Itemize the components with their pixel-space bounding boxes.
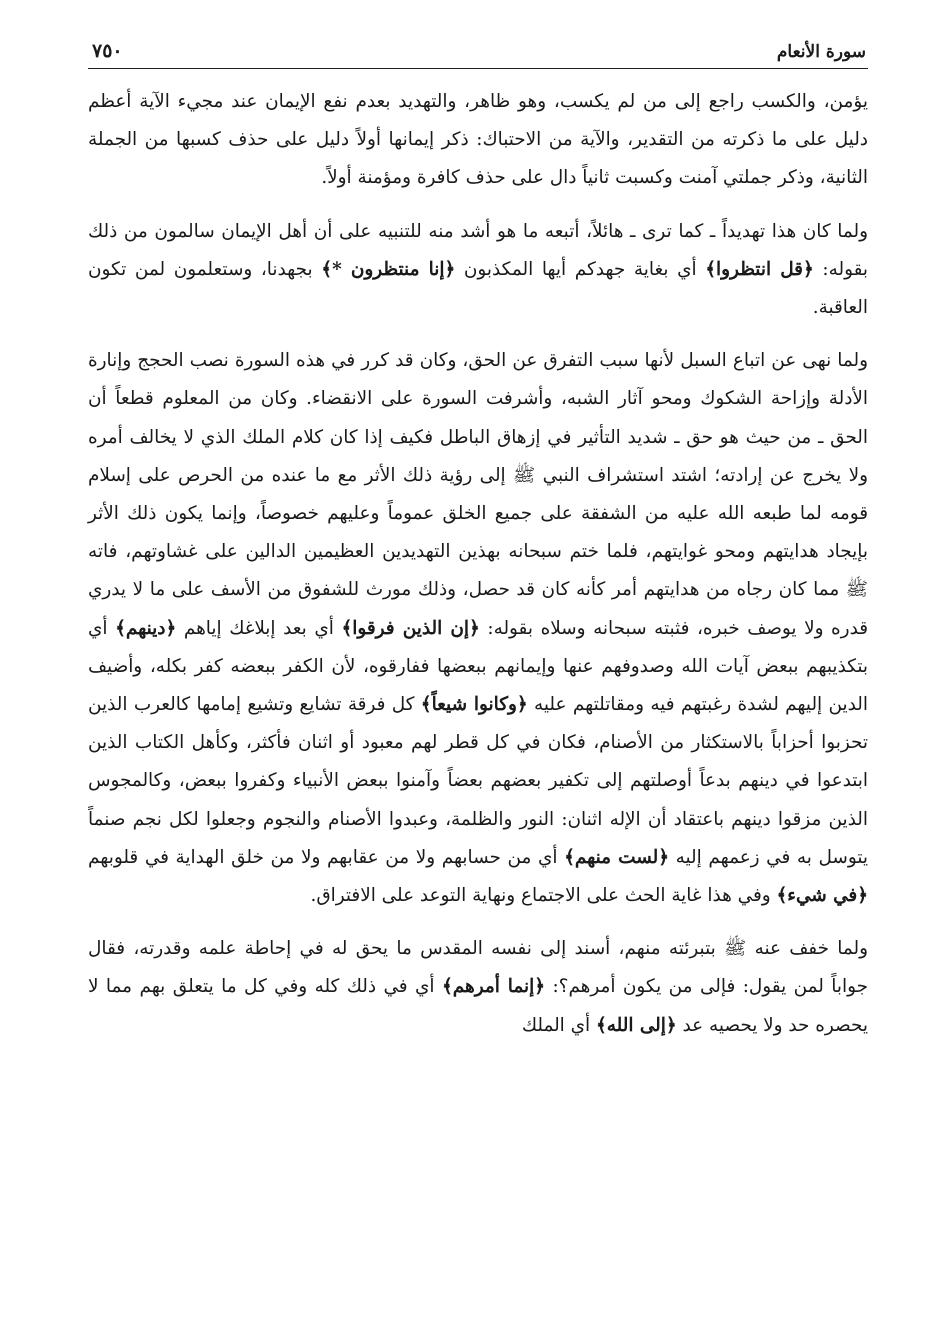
book-page: [88, 38, 868, 1318]
page-body: [88, 83, 868, 1045]
text-run: بجهدنا، وستعلمون لمن تكون العاقبة.: [88, 258, 868, 319]
quran-quote: ﴿إن الذين فرقوا﴾: [341, 617, 480, 639]
paragraph-3: [88, 342, 868, 915]
text-run: أي بغاية جهدكم أيها المكذبون: [455, 258, 706, 280]
text-run: أي في ذلك كله وفي كل ما يتعلق بهم مما لا يحصره حد ولا يحصيه عد: [88, 976, 868, 1036]
text-run: ولما خفف عنه ﷺ بتبرئته منهم، أسند إلى نفسه المقدس ما يحق له في إحاطة علمه وقدرته، فقال جواباً لمن يقول: فإلى من يكون أمرهم؟:: [88, 938, 869, 998]
quran-quote: ﴿إنما أمرهم﴾: [441, 976, 546, 998]
text-run: أي الملك: [521, 1014, 596, 1036]
text-run: ولما نهى عن اتباع السبل لأنها سبب التفرق عن الحق، وكان قد كرر في هذه السورة نصب الحجج وإنارة الأدلة وإزاحة الشكوك ومحو آثار الشبه، وأشرفت السورة على الانقضاء. وكان من المعلوم قطعاً أن الحق ـ من حيث هو حق ـ شديد التأثير في إزهاق الباطل فكيف إذا كان كلام الملك الذي لا يخالف أمره ولا يخرج عن إرادته؛ اشتد استشراف النبي ﷺ إلى رؤية ذلك الأثر مع ما عنده من الحرص على إسلام قومه لما طبعه الله عليه من الشفقة على جميع الخلق عموماً وعليهم خصوصاً، وإنما يكون ذلك الأثر بإيجاد هدايتهم ومحو غوايتهم، فلما ختم سبحانه بهذين التهديدين العظيمين الدالين على غشاوتهم، فاته ﷺ مما كان رجاه من هدايتهم أمر كأنه كان قد حصل، وذلك مورث للشفوق من الأسف على ما لا يدري قدره ولا يوصف خبره، فثبته سبحانه وسلاه بقوله:: [88, 350, 869, 639]
text-run: أي بعد إبلاغك إياهم: [176, 617, 342, 639]
quran-quote: ﴿في شيء﴾: [776, 885, 868, 907]
text-run: أي من حسابهم ولا من عقابهم ولا من خلق الهداية في قلوبهم: [88, 846, 565, 868]
quran-quote: ﴿وكانوا شيعاً﴾: [420, 694, 528, 716]
text-run: وفي هذا غاية الحث على الاجتماع ونهاية التوعد على الافتراق.: [310, 885, 777, 907]
quran-quote: ﴿لست منهم﴾: [564, 846, 670, 868]
paragraph-1: [88, 83, 868, 198]
text-run: ولما كان هذا تهديداً ـ كما ترى ـ هائلاً، أتبعه ما هو أشد منه للتنبيه على أن أهل الإيمان سالمون من ذلك بقوله:: [88, 220, 868, 280]
text-run: أي بتكذيبهم ببعض آيات الله وصدوفهم عنها وإيمانهم ببعضها ففارقوه، لأن الكفر ببعضه كفر بكله، وأضيف الدين إليهم لشدة رغبتهم فيه ومقاتلتهم عليه: [88, 617, 869, 716]
page-number: ٧٥٠: [92, 40, 123, 62]
quran-quote: ﴿إلى الله﴾: [596, 1014, 677, 1036]
quran-quote: ﴿إنا منتظرون *﴾: [321, 258, 456, 280]
surah-title: سورة الأنعام: [776, 42, 866, 62]
paragraph-4: [88, 930, 868, 1045]
page-header: [88, 38, 868, 69]
quran-quote: ﴿دينهم﴾: [115, 617, 177, 639]
quran-quote: ﴿قل انتظروا﴾: [705, 258, 814, 280]
text-run: يؤمن، والكسب راجع إلى من لم يكسب، وهو ظاهر، والتهديد بعدم نفع الإيمان عند مجيء الآية أعظم دليل على ما ذكرته من التقدير، والآية من الاحتباك: ذكر إيمانها أولاً دليل على حذف كسبها من الجملة الثانية، وذكر جملتي آمنت وكسبت ثانياً دال على حذف كافرة ومؤمنة أولاً.: [88, 91, 868, 189]
paragraph-2: [88, 213, 868, 328]
text-run: كل فرقة تشايع وتشيع إمامها كالعرب الذين تحزبوا أحزاباً بالاستكثار من الأصنام، فكان في كل قطر لهم معبود أو اثنان فأكثر، وكأهل الكتاب الذين ابتدعوا في دينهم بدعاً أوصلتهم إلى تكفير بعضهم بعضاً وآمنوا ببعض الأنبياء وكفروا ببعض، وكالمجوس الذين مزقوا دينهم باعتقاد أن الإله اثنان: النور والظلمة، وعبدوا الأصنام والنجوم وجعلوا لكل نجم صنماً يتوسل به في زعمهم إليه: [88, 694, 868, 868]
